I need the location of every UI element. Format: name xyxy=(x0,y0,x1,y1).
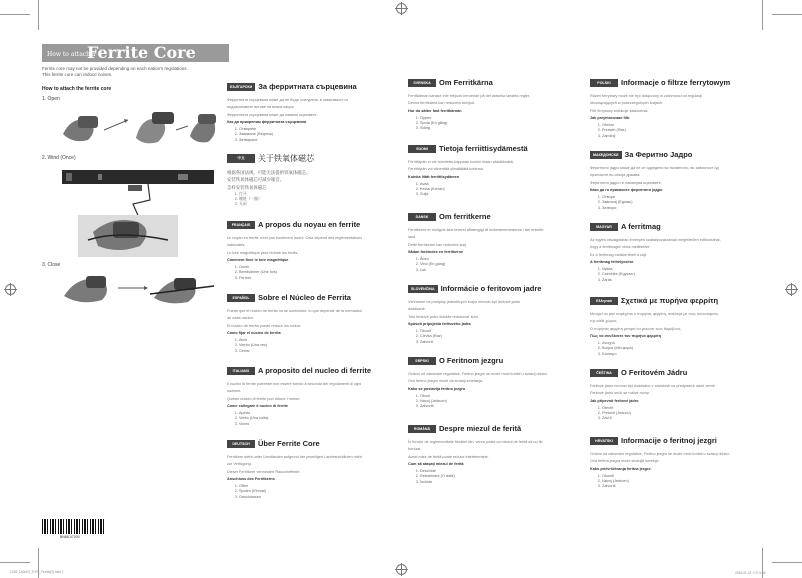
list-item: 2. Csévélés (Egyszer) xyxy=(602,272,778,277)
body-line: de cada nación. xyxy=(227,316,254,321)
section-italian xyxy=(227,362,415,427)
body-line: Ferritkern steht unter Umständen aufgrund der jeweiligen Landesrichtlinien nicht xyxy=(227,455,362,459)
step-wind-illustration xyxy=(58,160,218,260)
section-subhead: Jak připevnit feritové jádro xyxy=(590,398,639,403)
section-swedish xyxy=(408,74,596,132)
lang-badge: БЪЛГАРСКИ xyxy=(227,83,255,91)
section-title: Informacije o feritnoj jezgri xyxy=(621,436,717,446)
body-line: Ферритната сърцевина може да намали шумовете. xyxy=(227,112,318,117)
step-close-label: 3. Close xyxy=(42,262,61,268)
body-line: Feritové jádro sníží se rušivé ruchy. xyxy=(590,391,650,396)
body-line: подзаконовите актове на всяка нация. xyxy=(227,105,295,110)
list-item: 1. Offen xyxy=(239,484,415,489)
list-item: 3. Zatvoriti xyxy=(602,484,778,489)
body-line: 怎样安装铁氧体磁芯 xyxy=(227,184,267,190)
section-subhead: Како да го прикачите феритното јадро xyxy=(590,187,663,192)
list-item: 2. Завиткај (Еднаш) xyxy=(602,200,778,205)
list-item: 2. 缠绕（一圈） xyxy=(239,197,415,202)
lang-badge: MAGYAR xyxy=(590,223,618,231)
section-subhead: Sådan forbindes en ferritkerne xyxy=(408,249,464,254)
list-item: 3. Luk xyxy=(420,268,596,273)
list-item: 2. Άνεμοι (Μία φορά) xyxy=(602,346,778,351)
lang-badge: ČEŠTINA xyxy=(590,369,618,377)
lang-badge: МАКЕДОНСКИ xyxy=(590,151,622,159)
section-french xyxy=(227,216,415,281)
list-item: 3. Cerrar xyxy=(239,349,415,354)
section-danish xyxy=(408,208,596,273)
body-line: land. xyxy=(408,235,417,240)
body-line: Dette ferritkerne kan reducere støj. xyxy=(408,242,467,247)
body-line: Ferritkärnan kanske inte erbjuds beroende på det aktuella landets regler. xyxy=(408,94,530,98)
body-line: Rdzeń ferrytowy może nie być dołączony w zależności od regulacji xyxy=(590,94,703,98)
body-line: Ez a ferritmag csökkentheti a zajt. xyxy=(590,252,647,257)
list-item: 2. Завиване (Веднъж) xyxy=(239,132,415,137)
lang-badge: 中文 xyxy=(227,154,255,163)
list-item: 3. Затваряне xyxy=(239,138,415,143)
body-line: Feritové jádro nemusí být dodáváno v závislosti na předpisech dané země. xyxy=(590,384,716,388)
body-line: Ova feritna jezgra može smanjiti smetnje. xyxy=(590,459,660,464)
list-item: 1. Ανοιχτό xyxy=(602,341,778,346)
body-line: 根据各国法规，可能无法提供铁氧体磁芯。 xyxy=(227,170,311,175)
lang-badge: ROMÂNĂ xyxy=(408,425,436,433)
body-line: Vzhľadom na predpisy jednotlivých krajín nemusí byť feritové jadro xyxy=(408,300,521,304)
list-item: 2. Navoj (Jednom) xyxy=(602,479,778,484)
lang-badge: ITALIANO xyxy=(227,367,255,375)
body-line: Ferritkerne er muligvis ikke leveret afhængigt af lovbestemmelserne i det enkelte xyxy=(408,228,544,232)
how-to-heading: How to attach the ferrite core xyxy=(42,86,112,92)
section-spanish xyxy=(227,289,415,354)
body-line: прописите во секоја држава. xyxy=(590,173,641,178)
list-item: 1. Åben xyxy=(420,257,596,262)
section-subhead: Come collegare il nucleo di ferrite xyxy=(227,403,288,408)
section-title: O Feritovém Jádru xyxy=(621,368,688,378)
section-subhead: Cómo fijar el núcleo de ferrita xyxy=(227,330,281,335)
body-line: Ferriittiydin voi vähentää yliinäääätä kohinaa. xyxy=(408,167,484,172)
list-item: 1. Otvoriti xyxy=(602,474,778,479)
section-title: Despre miezul de ferită xyxy=(439,424,522,434)
list-item: 1. Abrir xyxy=(239,338,415,343)
body-line: zur Verfügung. xyxy=(227,462,252,467)
registration-mark-left xyxy=(5,284,16,295)
section-title: 关于铁氧体磁芯 xyxy=(258,154,314,164)
intro-text xyxy=(42,66,227,78)
body-line: Ovo feritno jezgro može da smanji smetanja. xyxy=(408,379,484,384)
list-item: 2. Viento (Una vez) xyxy=(239,343,415,348)
intro-line-1: Ferrite core may not be provided depending on each nation's regulations. xyxy=(42,66,188,71)
section-macedonian xyxy=(590,146,778,211)
list-item: 3. Κλείσιμο xyxy=(602,352,778,357)
list-item: 1. Отвори xyxy=(602,195,778,200)
list-item: 3. 关闭 xyxy=(239,202,415,207)
step-close-illustration xyxy=(58,266,218,306)
list-item: 3. Zatvoriť xyxy=(420,340,596,345)
list-item: 2. Vind (En gang) xyxy=(420,262,596,267)
footer-date: 2016-01-19 오후 5:08 xyxy=(735,571,766,575)
footer-file-info: 1018_LA0003_7H79_Ferrite(2).indd 1 xyxy=(10,570,64,574)
section-croatian xyxy=(590,432,778,490)
section-polish xyxy=(590,74,778,139)
lang-badge: SRPSKI xyxy=(408,357,436,365)
lang-badge: DANSK xyxy=(408,213,436,221)
list-item: 3. Sulje xyxy=(420,192,596,197)
section-bulgarian xyxy=(227,78,415,143)
lang-badge: POLSKI xyxy=(590,79,618,87)
section-title: За ферритната сърцевина xyxy=(258,82,357,92)
list-item: 3. Zárás xyxy=(602,278,778,283)
list-item: 1. Otwórz xyxy=(602,123,778,128)
list-item: 1. Aperto xyxy=(239,411,415,416)
lang-badge: SUOMI xyxy=(408,145,436,153)
body-line: nationales. xyxy=(227,243,246,248)
body-line: nazione. xyxy=(227,389,242,394)
list-item: 1. Ouvrir xyxy=(239,265,415,270)
section-subhead: Kako se postavlja feritno jezgro xyxy=(408,386,466,391)
section-greek xyxy=(590,292,778,357)
barcode xyxy=(42,519,104,534)
section-hungarian xyxy=(590,218,778,283)
list-item: 2. Spulen (Einmal) xyxy=(239,489,415,494)
section-title: Sobre el Núcleo de Ferrita xyxy=(258,293,351,303)
body-line: Le tore magnétique peut réduire les bruits. xyxy=(227,250,299,255)
list-item: 2. Rebobinare (O dată) xyxy=(420,474,596,479)
section-subhead: Spôsob pripojenia feritového jadra xyxy=(408,321,471,326)
lang-badge: HRVATSKI xyxy=(590,437,618,445)
list-item: 1. Avaa xyxy=(420,182,596,187)
body-line: dodávané. xyxy=(408,307,426,312)
list-item: 3. Fermer xyxy=(239,276,415,281)
list-item: 2. Cievka (Raz) xyxy=(420,334,596,339)
body-line: Acest miez de ferită poate reduce interferențele. xyxy=(408,454,489,459)
section-romanian xyxy=(408,420,596,485)
section-title: Informácie o feritovom jadre xyxy=(440,284,542,294)
body-line: 安装铁氧体磁芯可减少噪音。 xyxy=(227,177,285,183)
list-item: 3. Vicino xyxy=(239,422,415,427)
section-title: Informacje o filtrze ferrytowym xyxy=(621,78,731,88)
section-title: Om Ferritkärna xyxy=(439,78,493,88)
section-subhead: Cum să atașați miezul de ferită xyxy=(408,461,464,466)
section-slovak xyxy=(408,280,596,345)
section-subhead: Как да прикрепим ферритната сърцевина xyxy=(227,119,307,124)
section-chinese xyxy=(227,150,415,208)
body-line: της κάθε χώρας. xyxy=(590,319,618,324)
section-title: A propos du noyau en ferrite xyxy=(258,220,361,230)
lang-badge: SVENSKA xyxy=(408,79,436,87)
section-title: O Feritnom jezgru xyxy=(439,356,504,366)
body-line: furnizat. xyxy=(408,447,422,452)
list-item: 3. Zavřít xyxy=(602,416,778,421)
body-line: În funcție de reglementările fiecărei țări, varza poate ca miezul de ferită să nu fie xyxy=(408,440,543,444)
list-item: 1. Deschide xyxy=(420,469,596,474)
body-line: Denna ferritkärna kan reducera störljud. xyxy=(408,101,475,106)
body-line: El núcleo de ferrita puede reducir los ruidos. xyxy=(227,323,302,328)
section-finnish xyxy=(408,140,596,198)
registration-mark-right xyxy=(786,284,797,295)
section-czech xyxy=(590,364,778,422)
list-item: 3. Затвори xyxy=(602,206,778,211)
list-item: 1. Otevřít xyxy=(602,406,778,411)
section-subhead: Comment fixer le tore magnétique xyxy=(227,257,289,262)
lang-badge: ESPAÑOL xyxy=(227,294,255,302)
body-line: Ο πυρήνας φερρίτη μπορεί να μειώσει τους θορύβους. xyxy=(590,326,682,331)
body-line: Феритното јадро ги намалува шумовите. xyxy=(590,180,662,185)
body-line: Le noyau en ferrite n'est pas forcément fourni. Cela dépend des réglementations xyxy=(227,236,363,240)
list-item: 1. Отваряне xyxy=(239,127,415,132)
step-open-illustration xyxy=(58,100,220,146)
list-item: 3. Închide xyxy=(420,480,596,485)
step-open-label: 1. Open xyxy=(42,96,60,102)
lang-badge: DEUTSCH xyxy=(227,440,255,448)
body-line: obowiązujących w poszczególnych krajach. xyxy=(590,101,664,106)
body-line: Az egyes országokban érvényes szabályozásoknak megfelelően előfordulhat, xyxy=(590,238,721,242)
page-title: Ferrite Core xyxy=(87,43,196,62)
list-item: 2. Bembobiner (Une fois) xyxy=(239,270,415,275)
body-line: Ферритната сърцевина може да не бъде осигурена, в зависимост от xyxy=(227,98,349,102)
body-line: Dieser Ferritkern vermindert Rauscheffekte. xyxy=(227,469,301,474)
section-subhead: Hur du sätter fast ferritkärnan xyxy=(408,108,462,113)
list-item: 1. Otvoriť xyxy=(420,329,596,334)
registration-mark-bottom xyxy=(396,564,407,575)
list-item: 3. Geschlossen xyxy=(239,495,415,500)
body-line: Questo nucleo di ferrite può ridurre i rumori. xyxy=(227,396,301,401)
section-title: Tietoja ferriittisydämestä xyxy=(439,144,528,154)
body-line: Μπορεί να μην παρέχεται ο πυρήνας φερρίτη, ανάλογα με τους κανονισμούς xyxy=(590,312,719,316)
list-item: 1. Otvori xyxy=(420,394,596,399)
body-line: Ovisno od zakonske regulative, Feritno jezgro se može moći koristi u svakoj državi. xyxy=(408,372,548,376)
section-subhead: Anschluss des Ferritkerns xyxy=(227,476,275,481)
body-line: Toto feritové jadro dokáže redukovať šum. xyxy=(408,314,479,319)
list-item: 2. Přetočit (Jednou) xyxy=(602,411,778,416)
section-title: Om ferritkerne xyxy=(439,212,491,222)
step-wind-label: 2. Wind (Once) xyxy=(42,155,76,161)
section-subhead: Kuinka liität ferriittisydämen xyxy=(408,174,460,179)
list-item: 2. Navoj (Jednom) xyxy=(420,399,596,404)
list-item: 2. Vento (Una volta) xyxy=(239,416,415,421)
list-item: 2. Spola (En gång) xyxy=(420,121,596,126)
intro-line-2: This ferrite core can reduce noises. xyxy=(42,72,113,77)
list-item: 1. Nyitás xyxy=(602,267,778,272)
barcode-number: BN68-07000 xyxy=(60,535,80,539)
section-title: A proposito del nucleo di ferrite xyxy=(258,366,372,376)
body-line: Ferriittiydin ei ole toimitettu-kappaan kunkin maan säädöksistä. xyxy=(408,160,514,164)
body-line: Il nucleo di ferrite potrebbe non essere fornito a seconda dei regolamenti di ogni xyxy=(227,382,362,386)
list-item: 3. Stäng xyxy=(420,126,596,131)
lang-badge: Ελληνικά xyxy=(590,297,618,305)
lang-badge: FRANÇAIS xyxy=(227,221,255,229)
list-item: 3. Zatvoriti xyxy=(420,404,596,409)
section-german xyxy=(227,435,415,500)
section-subhead: Jak przymocować filtr xyxy=(590,115,630,120)
section-title: A ferritmag xyxy=(621,222,661,232)
section-serbian xyxy=(408,352,596,410)
section-subhead: Πώς να συνδέσετε τον πυρήνα φερρίτη xyxy=(590,333,662,338)
list-item: 3. Zamknij xyxy=(602,134,778,139)
section-title: Über Ferrite Core xyxy=(258,439,320,449)
list-item: 2. Przewiń (Raz) xyxy=(602,128,778,133)
section-subhead: Kako pričvrščivanja feritna jezgre. xyxy=(590,466,652,471)
list-item: 1. 打开 xyxy=(239,192,415,197)
section-title: Σχετικά με πυρήνα φερρίτη xyxy=(621,296,719,306)
list-item: 2. Kelaa (Kerran) xyxy=(420,187,596,192)
lang-badge: SLOVENČINA xyxy=(408,285,438,293)
registration-mark-top xyxy=(396,3,407,14)
section-subhead: A ferritmag felhelyezése xyxy=(590,259,634,264)
list-item: 1. Öppen xyxy=(420,116,596,121)
title-banner xyxy=(42,44,229,62)
section-title: За Феритно Јадро xyxy=(624,150,693,160)
body-line: Феритното јадро може да не се одредено во писменото, во зависност од xyxy=(590,166,719,170)
body-line: hogy a ferritmagot nincs mellékelve. xyxy=(590,245,651,250)
body-line: Filtr ferrytowy redukuje zakłócenia. xyxy=(590,108,649,113)
body-line: Puede que el núcleo de ferrita no se suministre, lo que depende de la normativa xyxy=(227,309,362,313)
body-line: Ovisno od zakonske regulative, Feritno jezgro se može moći koristi u svakoj državi. xyxy=(590,452,730,456)
title-prefix: How to attach a xyxy=(47,51,96,58)
